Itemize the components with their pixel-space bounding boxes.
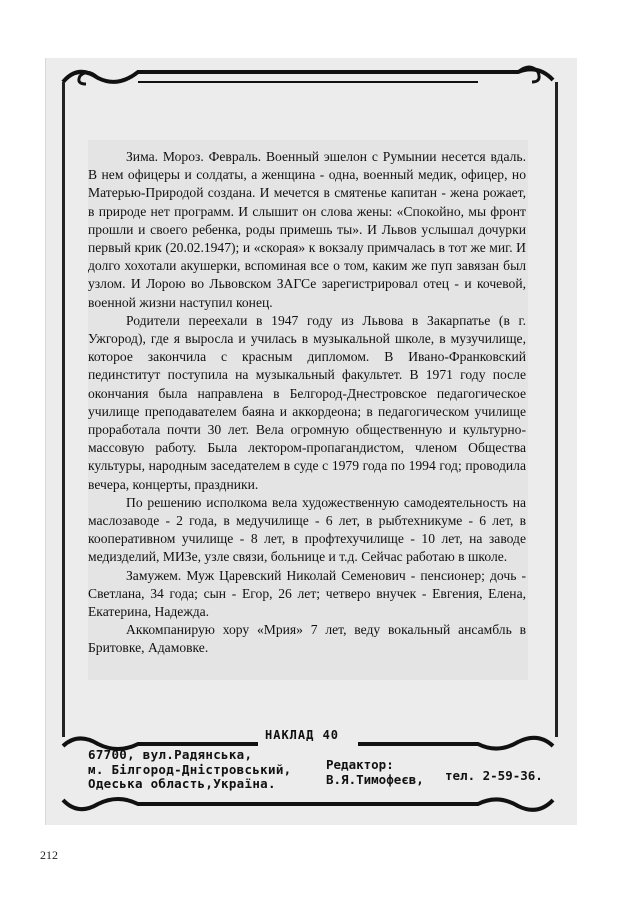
print-run: НАКЛАД 40: [265, 728, 340, 742]
paragraph-1: Зима. Мороз. Февраль. Военный эшелон с Румынии несется вдаль. В нем офицеры и солдаты, а женщина - одна, военный медик, офицер, но Матерью-Природой создана. И мечется в смятенье капитан - жена рожает, в природе нет программ. И слышит он слова жены: «Спокойно, мы фронт прошли и своего ребенка, роды примешь ты». И Львов услышал дочурки первый крик (20.02.1947); и «скорая» к вокзалу примчалась в тот же миг. И долго хохотали акушерки, вспоминая все о том, каким же пуп завязан был узлом. И Лорою во Львовском ЗАГСе зарегистрировал отец - и кочевой, военной жизни наступил конец.: [88, 149, 526, 310]
publication-footer: [80, 728, 560, 810]
paragraph-4: Замужем. Муж Царевский Николай Семенович - пенсионер; дочь - Светлана, 34 года; сын - Егор, 26 лет; четверо внучек - Евгения, Елена, Екатерина, Надежда.: [88, 567, 526, 620]
publisher-address: [88, 748, 291, 792]
address-line-2: м. Білгород-Дністровський,: [88, 761, 292, 777]
paragraph-5: Аккомпанирую хору «Мрия» 7 лет, веду вокальный ансамбль в Бритовке, Адамовке.: [88, 622, 526, 656]
paragraph-2: Родители переехали в 1947 году из Львова в Закарпатье (в г. Ужгород), где я выросла и училась в музыкальной школе, в музучилище, которое закончила с красным дипломом. В Ивано-Франковский пединститут поступила на музыкальный факультет. В 1971 году после окончания была направлена в Белгород-Днестровское педагогическое училище преподавателем баяна и аккордеона; в педагогическом училище проработала почти 30 лет. Вела огромную общественную и культурно-массовую работу. Была лектором-пропагандистом, членом Общества культуры, народным заседателем в суде с 1979 года по 1994 год; проводила вечера, концерты, праздники.: [88, 312, 526, 492]
page-number: 212: [40, 848, 58, 862]
editor-label: Редактор:: [326, 757, 394, 772]
paragraph-3: По решению исполкома вела художественную самодеятельность на маслозаводе - 2 года, в медучилище - 6 лет, в рыбтехникуме - 6 лет, в кооперативном училище - 8 лет, в профтехучилище - 10 лет, на заводе медизделий, МИЗе, узле связи, больнице и т.д. Сейчас работаю в школе.: [88, 494, 526, 565]
phone-number: тел. 2-59-36.: [445, 768, 543, 783]
bleed-through-header: [150, 90, 480, 130]
biography-text: [88, 148, 526, 658]
editor-block: [326, 757, 424, 787]
editor-name: В.Я.Тимофеєв,: [326, 772, 424, 787]
address-line-1: 67700, вул.Радянська,: [88, 747, 253, 762]
address-line-3: Одеська область,Україна.: [88, 776, 276, 791]
